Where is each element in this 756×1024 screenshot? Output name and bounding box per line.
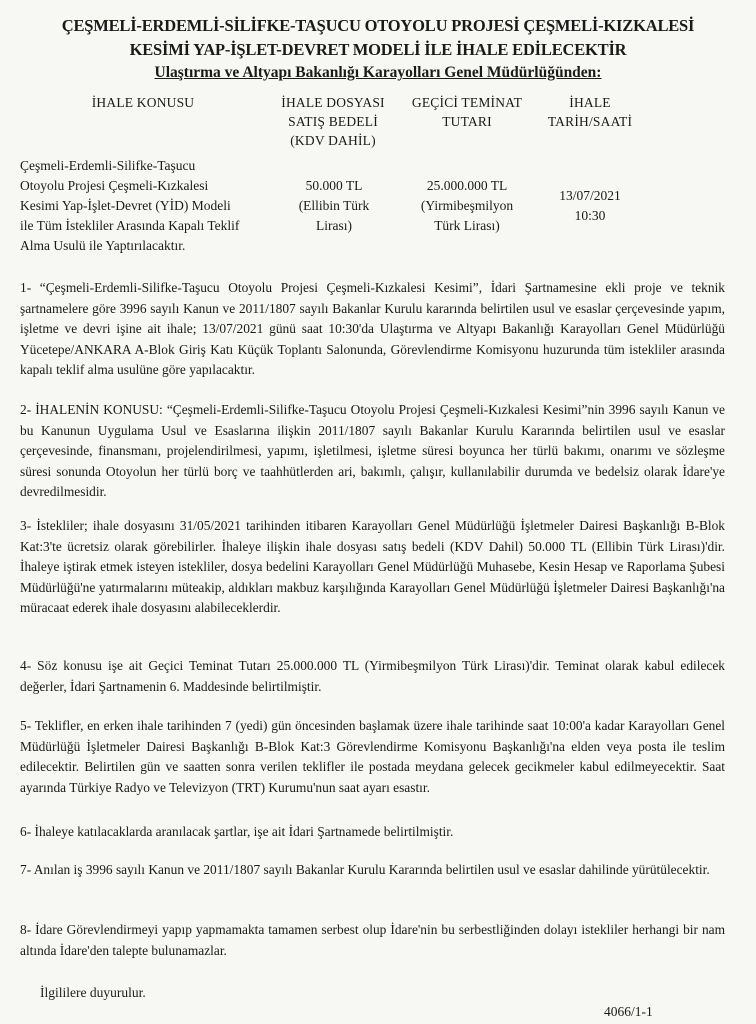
table-cell-subject: Çeşmeli-Erdemli-Silifke-Taşucu Otoyolu Projesi Çeşmeli-Kızkalesi Kesimi Yap-İşlet-Devret (YİD) Modeli ile Tüm İstekliler Arasında Kapalı Teklif Alma Usulü ile Yaptırılacaktır. (20, 158, 240, 253)
table-header-subject: İHALE KONUSU (91, 95, 195, 110)
paragraph-8: 8- İdare Görevlendirmeyi yapıp yapmamakta tamamen serbest olup İdare'nin bu serbestliğinden dolayı istekliler herhangi bir nam altında İdare'den talepte bulunamazlar. (20, 922, 725, 958)
closing-text: İlgililere duyurulur. (40, 985, 146, 1000)
paragraph-3: 3- İstekliler; ihale dosyasını 31/05/2021 tarihinden itibaren Karayolları Genel Müdürlüğü İşletmeler Dairesi Başkanlığı B-Blok Kat:3'te ücretsiz olarak görebilirler. İhaleye ilişkin ihale dosyası satış bedeli (KDV Dahil) 50.000 TL (Ellibin Türk Lirası)'dir. İhaleye iştirak etmek isteyen istekliler, dosya bedelini Karayolları Genel Müdürlüğü Muhasebe, Kesin Hesap ve Raporlama Şubesi Müdürlüğü'ne yatırmalarını müteakip, aldıkları makbuz karşılığında Karayolları Genel Müdürlüğü İşletmeler Dairesi Başkanlığı'na müracaat ederek ihale dosyasını alabileceklerdir. (20, 518, 725, 615)
reference-number: 4066/1-1 (604, 1004, 653, 1019)
paragraph-4: 4- Söz konusu işe ait Geçici Teminat Tutarı 25.000.000 TL (Yirmibeşmilyon Türk Lirası)'dir. Teminat olarak kabul edilecek değerler, İdari Şartnamenin 6. Maddesinde belirtilmiştir. (20, 658, 725, 694)
table-cell-guarantee: 25.000.000 TL (Yirmibeşmilyon Türk Lirası) (420, 178, 514, 233)
table-header-guarantee: GEÇİCİ TEMİNAT TUTARI (411, 95, 523, 129)
paragraph-5: 5- Teklifler, en erken ihale tarihinden 7 (yedi) gün öncesinden başlamak üzere ihale tarihinde saat 10:00'a kadar Karayolları Genel Müdürlüğü İşletmeler Dairesi Başkanlığı B-Blok Kat:3 Görevlendirme Komisyonu Başkanlığı'na elden veya posta ile teslim edilecektir. Belirtilen gün ve saatten sonra verilen teklifler ile postada meydana gelecek gecikmeler kabul edilmeyecektir. Saat ayarında Türkiye Radyo ve Televizyon (TRT) Kurumu'nun saat ayarı esastır. (20, 718, 725, 795)
table-header-datetime: İHALE TARİH/SAATİ (547, 95, 633, 129)
paragraph-1: 1- “Çeşmeli-Erdemli-Silifke-Taşucu Otoyolu Projesi Çeşmeli-Kızkalesi Kesimi”, İdari Şartnamesine ekli proje ve teknik şartnamelere göre 3996 sayılı Kanun ve 2011/1807 sayılı Bakanlar Kurulu kararında belirtilen usul ve esaslar çerçevesinde yapım, işletme ve devri işine ait ihale; 13/07/2021 günü saat 10:30'da Ulaştırma ve Altyapı Bakanlığı Karayolları Genel Müdürlüğü Yücetepe/ANKARA A-Blok Giriş Katı Küçük Toplantı Salonunda, Görevlendirme Komisyonu huzurunda tüm istekliler arasında kapalı teklif alma usulüne göre yapılacaktır. (20, 280, 725, 377)
issuer-subtitle: Ulaştırma ve Altyapı Bakanlığı Karayolları Genel Müdürlüğünden: (154, 64, 602, 81)
table-cell-datetime: 13/07/2021 10:30 (559, 188, 621, 223)
paragraph-6: 6- İhaleye katılacaklarda aranılacak şartlar, işe ait İdari Şartnamede belirtilmiştir. (20, 824, 454, 839)
title-line-2: KESİMİ YAP-İŞLET-DEVRET MODELİ İLE İHALE EDİLECEKTİR (129, 40, 627, 59)
paragraph-2: 2- İHALENİN KONUSU: “Çeşmeli-Erdemli-Silifke-Taşucu Otoyolu Projesi Çeşmeli-Kızkalesi Kesimi”nin 3996 sayılı Kanun ve bu Kanunun Uygulama Usul ve Esaslarına ilişkin 2011/1807 sayılı Bakanlar Kurulu Kararında belirtilen usul ve esaslar çerçevesinde, finansmanı, projelendirilmesi, yapımı, işletilmesi, işletme süresi boyunca her türlü bakımı, onarımı ve sözleşme süresi sonunda Otoyolun her türlü borç ve taahhütlerden ari, bakımlı, çalışır, kullanılabilir durumda ve bedelsiz olarak İdare'ye devredilmesidir. (20, 402, 725, 499)
title-line-1: ÇEŞMELİ-ERDEMLİ-SİLİFKE-TAŞUCU OTOYOLU PROJESİ ÇEŞMELİ-KIZKALESİ (61, 16, 695, 35)
table-header-price: İHALE DOSYASI SATIŞ BEDELİ (KDV DAHİL) (281, 95, 385, 148)
table-cell-price: 50.000 TL (Ellibin Türk Lirası) (298, 178, 370, 233)
paragraph-7: 7- Anılan iş 3996 sayılı Kanun ve 2011/1807 sayılı Bakanlar Kurulu Kararında belirtilen usul ve esaslar dahilinde yürütülecektir. (20, 862, 710, 877)
